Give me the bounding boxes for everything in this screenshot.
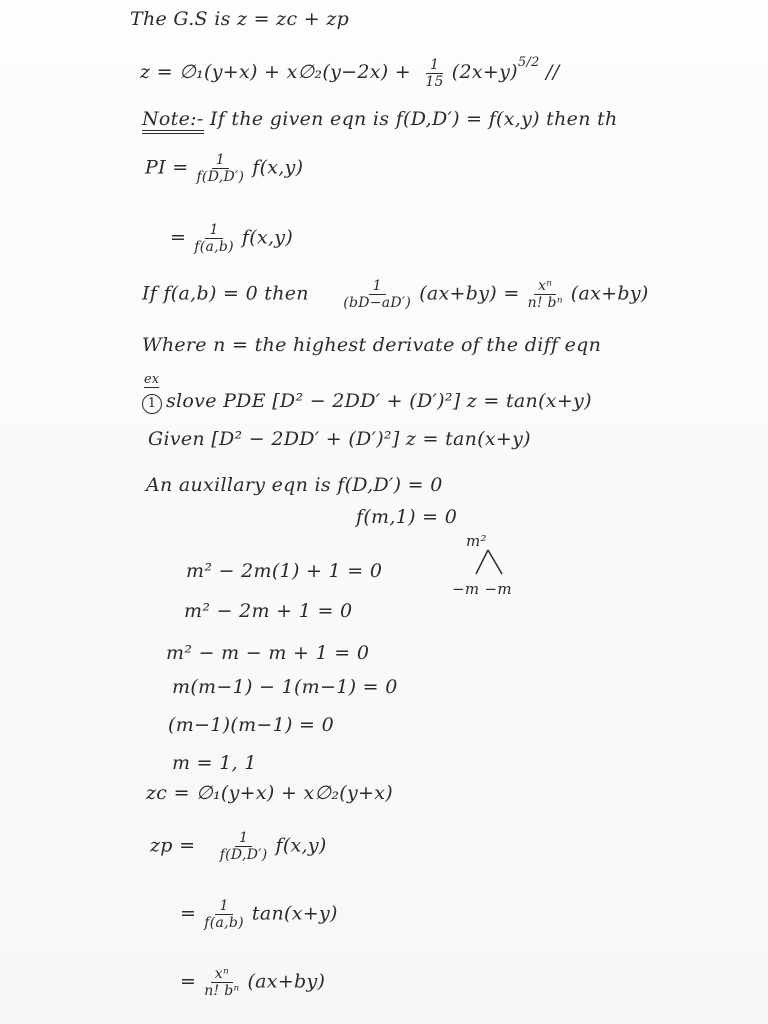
- note-text: If the given eqn is f(D,D′) = f(x,y) then th: [209, 108, 618, 130]
- factor-tree-bottom: −m −m: [452, 580, 512, 598]
- special-case-result-fraction: $\frac{\text{xⁿ}}{\text{n! bⁿ}}$: [527, 278, 563, 311]
- note-line: [142, 108, 618, 130]
- particular-integral-step-three: = $\frac{\text{xⁿ}}{\text{n! bⁿ}}$ (ax+by): [180, 966, 326, 999]
- given-text: Given [D² − 2DD′ + (D′)²] z = tan(x+y): [148, 428, 531, 450]
- complementary-function: zc = ∅₁(y+x) + x∅₂(y+x): [146, 782, 393, 804]
- zp-step-two-fraction: $\frac{1}{f(a,b)}$: [204, 898, 244, 931]
- auxiliary-line: [146, 474, 443, 496]
- pi-tail: f(x,y): [252, 156, 304, 179]
- special-case-condition: If f(a,b) = 0 then: [142, 282, 309, 305]
- pi-label: PI =: [145, 156, 189, 179]
- step-m1: m² − 2m(1) + 1 = 0: [186, 560, 383, 582]
- question-one: [142, 390, 592, 414]
- step-m4: m(m−1) − 1(m−1) = 0: [172, 676, 398, 698]
- solution-expression: [140, 52, 559, 90]
- factor-tree-branches: [470, 548, 510, 578]
- general-solution-line: [130, 8, 349, 30]
- zp-label: zp =: [150, 834, 196, 857]
- special-case-fraction: $\frac{1}{(bD-aD')}$: [343, 278, 412, 311]
- zp-fraction: $\frac{1}{f(D,D')}$: [219, 830, 268, 863]
- step-m3: m² − m − m + 1 = 0: [166, 642, 370, 664]
- solution-expression-text: z = ∅₁(y+x) + x∅₂(y−2x) +: [140, 61, 418, 83]
- solution-tail: (2x+y): [451, 61, 518, 83]
- end-mark: //: [546, 61, 560, 83]
- auxiliary-substitution-text: f(m,1) = 0: [356, 506, 458, 528]
- where-definition: [142, 334, 601, 356]
- step-m6: m = 1, 1: [172, 752, 257, 774]
- pi-step-two-fraction: $\frac{1}{f(a,b)}$: [194, 222, 234, 255]
- given-line: [148, 428, 531, 450]
- auxiliary-text: An auxillary eqn is f(D,D′) = 0: [146, 474, 443, 496]
- auxiliary-substitution: [356, 506, 457, 528]
- example-label: ex: [144, 372, 160, 387]
- step-m5: (m−1)(m−1) = 0: [168, 714, 334, 736]
- question-number: 1: [142, 394, 162, 414]
- pi-fraction: $\frac{1}{f(D,D')}$: [196, 152, 245, 185]
- pi-formula: [145, 152, 303, 185]
- note-label: Note:-: [142, 108, 204, 134]
- where-text: Where n = the highest derivate of the diff eqn: [142, 334, 602, 356]
- general-solution-text: The G.S is z = zc + zp: [130, 8, 350, 30]
- question-text: slove PDE [D² − 2DD′ + (D′)²] z = tan(x+y): [166, 390, 592, 412]
- particular-integral: zp = $\frac{1}{f(D,D')}$ f(x,y): [150, 830, 327, 863]
- step-m2: m² − 2m + 1 = 0: [184, 600, 353, 622]
- zp-step-three-fraction: $\frac{\text{xⁿ}}{\text{n! bⁿ}}$: [204, 966, 240, 999]
- exponent: 5/2: [517, 55, 540, 70]
- factor-tree-top: m²: [466, 532, 487, 550]
- special-case-rule: If f(a,b) = 0 then $\frac{1}{(bD-aD')}$ (ax+by) = $\frac{\text{xⁿ}}{\text{n! bⁿ}}$ (ax+by): [142, 278, 649, 311]
- fraction-one-fifteenth: $\frac{1}{15}$: [425, 56, 444, 90]
- pi-step-two: = $\frac{1}{f(a,b)}$ f(x,y): [170, 222, 294, 255]
- particular-integral-step-two: = $\frac{1}{f(a,b)}$ tan(x+y): [180, 898, 338, 931]
